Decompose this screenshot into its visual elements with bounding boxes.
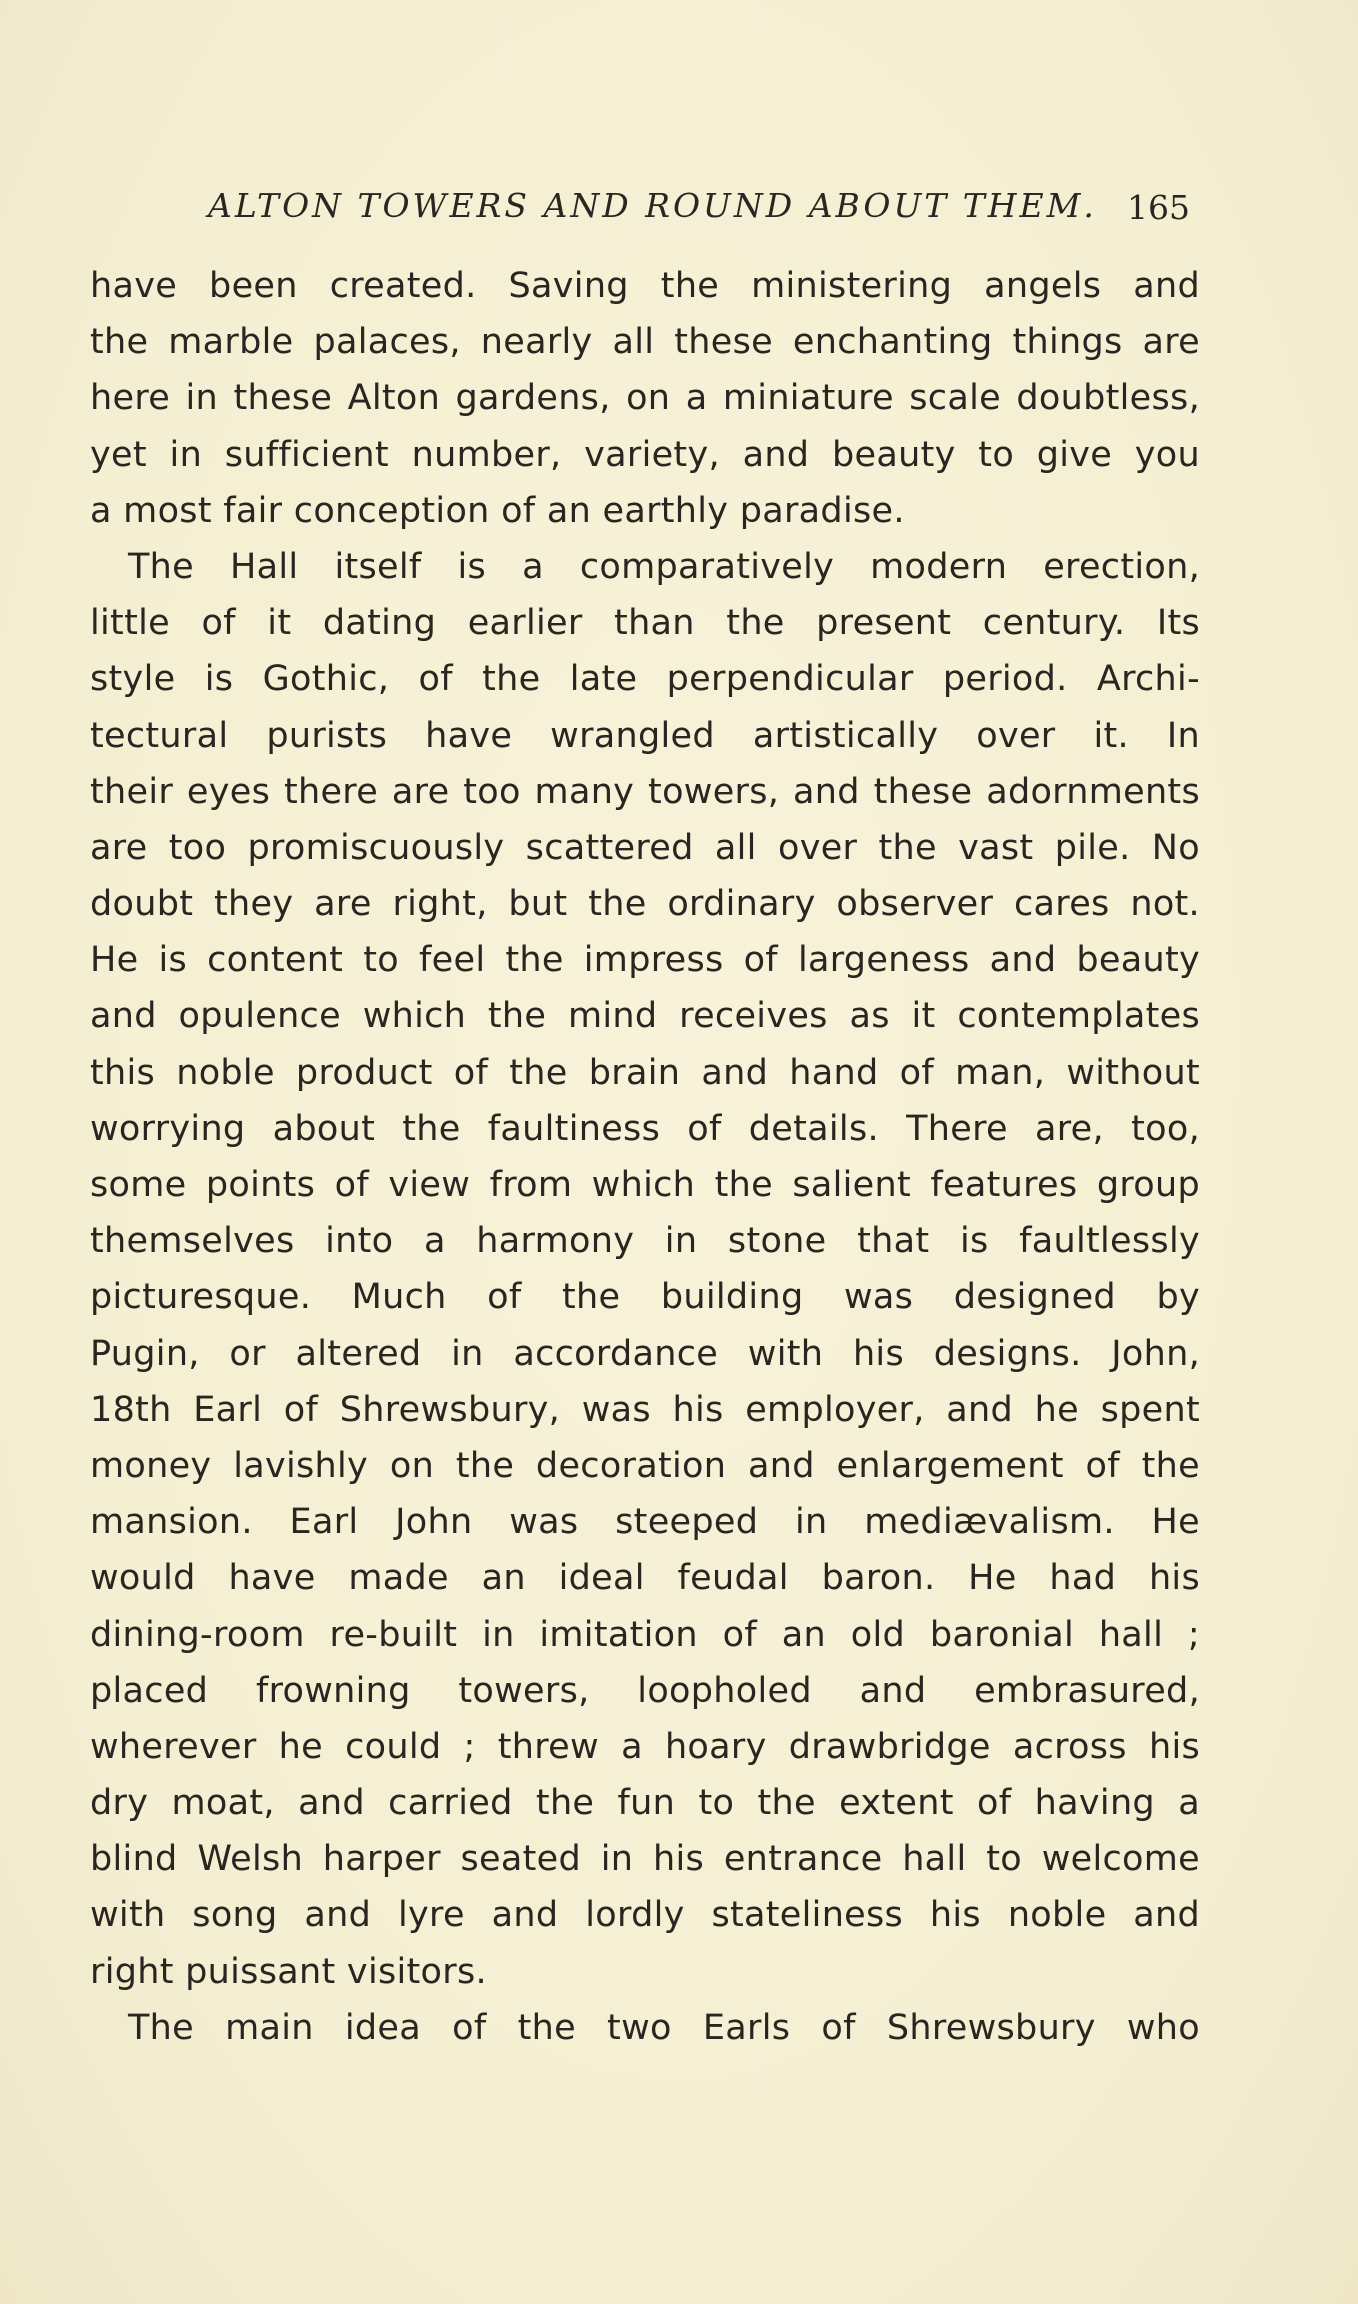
text-line: Pugin, or altered in accordance with his designs. John, xyxy=(90,1333,1200,1374)
page-number: 165 xyxy=(1127,188,1190,227)
text-line: 18th Earl of Shrewsbury, was his employer, and he spent xyxy=(90,1389,1200,1430)
text-line: doubt they are right, but the ordinary observer cares not. xyxy=(90,884,1200,925)
text-line: would have made an ideal feudal baron. He had his xyxy=(90,1558,1200,1599)
text-line: some points of view from which the salient features group xyxy=(90,1165,1200,1205)
text-line: with song and lyre and lordly stateliness his noble and xyxy=(90,1895,1200,1936)
text-line: their eyes there are too many towers, and these adornments xyxy=(90,771,1200,812)
text-line: and opulence which the mind receives as it contemplates xyxy=(90,996,1200,1037)
text-line: The Hall itself is a comparatively modern erection, xyxy=(128,546,1200,587)
text-line: yet in sufficient number, variety, and beauty to give you xyxy=(90,434,1200,475)
text-line: the marble palaces, nearly all these enchanting things are xyxy=(90,322,1200,363)
text-line: are too promiscuously scattered all over the vast pile. No xyxy=(90,827,1200,868)
text-line: wherever he could ; threw a hoary drawbridge across his xyxy=(90,1726,1200,1767)
text-line: mansion. Earl John was steeped in mediævalism. He xyxy=(90,1502,1200,1543)
body-text xyxy=(90,258,1200,2056)
text-line: picturesque. Much of the building was designed by xyxy=(90,1277,1200,1318)
text-line: little of it dating earlier than the present century. Its xyxy=(90,603,1200,644)
text-line: worrying about the faultiness of details. There are, too, xyxy=(90,1108,1200,1149)
text-line: style is Gothic, of the late perpendicular period. Archi- xyxy=(90,659,1200,700)
running-head: ALTON TOWERS AND ROUND ABOUT THEM. xyxy=(208,186,1097,225)
text-line: money lavishly on the decoration and enlargement of the xyxy=(90,1445,1200,1486)
text-line: blind Welsh harper seated in his entrance hall to welcome xyxy=(90,1839,1200,1880)
text-line: He is content to feel the impress of largeness and beauty xyxy=(90,940,1200,981)
text-line: a most fair conception of an earthly paradise. xyxy=(90,490,905,531)
page-header xyxy=(90,178,1200,238)
text-line: this noble product of the brain and hand of man, without xyxy=(90,1052,1200,1093)
text-line: placed frowning towers, loopholed and embrasured, xyxy=(90,1670,1200,1711)
text-line: here in these Alton gardens, on a miniature scale doubtless, xyxy=(90,378,1200,419)
text-line: right puissant visitors. xyxy=(90,1951,487,1992)
text-line: dry moat, and carried the fun to the extent of having a xyxy=(90,1783,1200,1824)
text-line: themselves into a harmony in stone that is faultlessly xyxy=(90,1221,1200,1262)
text-line: dining-room re-built in imitation of an old baronial hall ; xyxy=(90,1614,1200,1655)
text-line: The main idea of the two Earls of Shrewsbury who xyxy=(128,2007,1200,2048)
text-line: have been created. Saving the ministering angels and xyxy=(90,266,1200,306)
text-line: tectural purists have wrangled artistically over it. In xyxy=(90,715,1200,756)
